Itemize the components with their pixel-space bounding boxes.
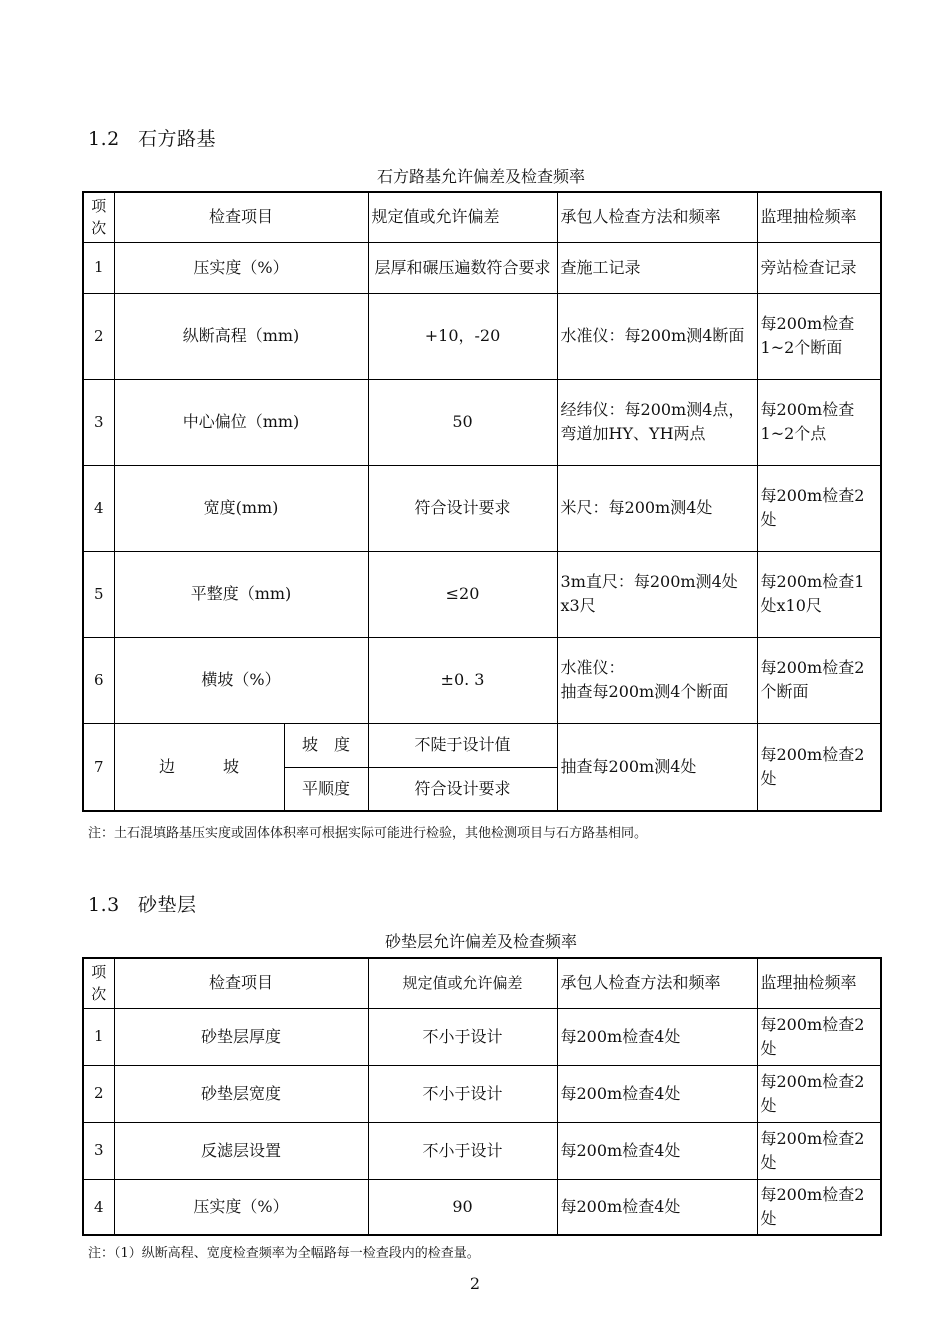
sand-cushion-table	[82, 957, 882, 1236]
row-spec: 不小于设计	[368, 1008, 557, 1065]
row-supervisor: 每200m检查2处	[757, 1008, 881, 1065]
header-item: 检查项目	[114, 192, 368, 242]
row-supervisor: 每200m检查2处	[757, 1179, 881, 1235]
table-row	[83, 723, 881, 767]
row-spec: 符合设计要求	[368, 465, 557, 551]
sub-item-slope: 坡 度	[284, 723, 368, 767]
row-spec: 50	[368, 379, 557, 465]
row-item: 压实度（%）	[114, 1179, 368, 1235]
row-item: 砂垫层厚度	[114, 1008, 368, 1065]
row-contractor: 经纬仪：每200m测4点，弯道加HY、YH两点	[557, 379, 757, 465]
row-contractor: 米尺：每200m测4处	[557, 465, 757, 551]
table-header-row	[83, 192, 881, 242]
row-item: 宽度(mm)	[114, 465, 368, 551]
section-title: 石方路基	[138, 128, 217, 150]
row-item: 平整度（mm)	[114, 551, 368, 637]
contractor-line-1: 水准仪：	[560, 658, 625, 677]
section-number: 1.2	[88, 128, 120, 150]
section-title: 砂垫层	[138, 894, 197, 916]
row-item: 横坡（%）	[114, 637, 368, 723]
row-contractor: 每200m检查4处	[557, 1065, 757, 1122]
row-supervisor: 每200m检查2个断面	[757, 637, 881, 723]
row-index: 7	[83, 723, 114, 811]
header-index: 项次	[83, 192, 114, 242]
header-index: 项次	[83, 958, 114, 1008]
table-row	[83, 1008, 881, 1065]
contractor-line-2: 抽查每200m测4个断面	[560, 682, 729, 701]
table-caption-1-2: 石方路基允许偏差及检查频率	[376, 167, 585, 186]
row-spec: 不小于设计	[368, 1122, 557, 1179]
row-item: 反滤层设置	[114, 1122, 368, 1179]
row-contractor: 3m直尺：每200m测4处x3尺	[557, 551, 757, 637]
row-index: 1	[83, 1008, 114, 1065]
table-note-1-2: 注：土石混填路基压实度或固体体积率可根据实际可能进行检验，其他检测项目与石方路基相同。	[88, 826, 648, 841]
sub-item-smoothness: 平顺度	[284, 767, 368, 811]
header-item: 检查项目	[114, 958, 368, 1008]
header-supervisor: 监理抽检频率	[757, 958, 881, 1008]
header-contractor: 承包人检查方法和频率	[557, 192, 757, 242]
row-spec: 不小于设计	[368, 1065, 557, 1122]
row-contractor: 每200m检查4处	[557, 1179, 757, 1235]
row-index: 4	[83, 465, 114, 551]
row-supervisor: 每200m检查2处	[757, 1065, 881, 1122]
row-item: 纵断高程（mm)	[114, 293, 368, 379]
row-index: 5	[83, 551, 114, 637]
row-item: 边 坡	[114, 723, 284, 811]
row-supervisor: 每200m检查1~2个断面	[757, 293, 881, 379]
section-number: 1.3	[88, 894, 120, 916]
row-contractor: 每200m检查4处	[557, 1122, 757, 1179]
row-contractor: 每200m检查4处	[557, 1008, 757, 1065]
header-spec: 规定值或允许偏差	[368, 958, 557, 1008]
row-spec: +10，-20	[368, 293, 557, 379]
table-row	[83, 379, 881, 465]
header-contractor: 承包人检查方法和频率	[557, 958, 757, 1008]
row-index: 3	[83, 1122, 114, 1179]
row-spec: ±0. 3	[368, 637, 557, 723]
row-index: 3	[83, 379, 114, 465]
row-index: 1	[83, 242, 114, 293]
row-spec: 90	[368, 1179, 557, 1235]
row-spec: 层厚和碾压遍数符合要求	[368, 242, 557, 293]
row-index: 6	[83, 637, 114, 723]
row-supervisor: 旁站检查记录	[757, 242, 881, 293]
table-row	[83, 551, 881, 637]
header-supervisor: 监理抽检频率	[757, 192, 881, 242]
row-contractor	[557, 637, 757, 723]
table-row	[83, 242, 881, 293]
table-row	[83, 293, 881, 379]
table-row	[83, 1122, 881, 1179]
header-spec: 规定值或允许偏差	[368, 192, 557, 242]
table-note-1-3: 注：（1）纵断高程、宽度检查频率为全幅路每一检查段内的检查量。	[88, 1246, 480, 1261]
row-item: 砂垫层宽度	[114, 1065, 368, 1122]
row-item: 中心偏位（mm)	[114, 379, 368, 465]
table-row	[83, 465, 881, 551]
row-supervisor: 每200m检查2处	[757, 465, 881, 551]
row-supervisor: 每200m检查1~2个点	[757, 379, 881, 465]
row-contractor: 抽查每200m测4处	[557, 723, 757, 811]
row-contractor: 查施工记录	[557, 242, 757, 293]
row-spec: ≤20	[368, 551, 557, 637]
section-heading-1-3	[88, 890, 197, 917]
table-header-row	[83, 958, 881, 1008]
table-row	[83, 1179, 881, 1235]
table-row	[83, 637, 881, 723]
row-supervisor: 每200m检查1处x10尺	[757, 551, 881, 637]
sub-item-smoothness-spec: 符合设计要求	[368, 767, 557, 811]
section-heading-1-2	[88, 124, 216, 151]
row-item: 压实度（%）	[114, 242, 368, 293]
rock-subgrade-table	[82, 191, 882, 812]
table-row	[83, 1065, 881, 1122]
table-caption-1-3: 砂垫层允许偏差及检查频率	[384, 932, 577, 951]
row-supervisor: 每200m检查2处	[757, 723, 881, 811]
page-number: 2	[469, 1274, 481, 1293]
row-supervisor: 每200m检查2处	[757, 1122, 881, 1179]
row-index: 2	[83, 293, 114, 379]
row-index: 2	[83, 1065, 114, 1122]
row-contractor: 水准仪：每200m测4断面	[557, 293, 757, 379]
sub-item-slope-spec: 不陡于设计值	[368, 723, 557, 767]
row-index: 4	[83, 1179, 114, 1235]
